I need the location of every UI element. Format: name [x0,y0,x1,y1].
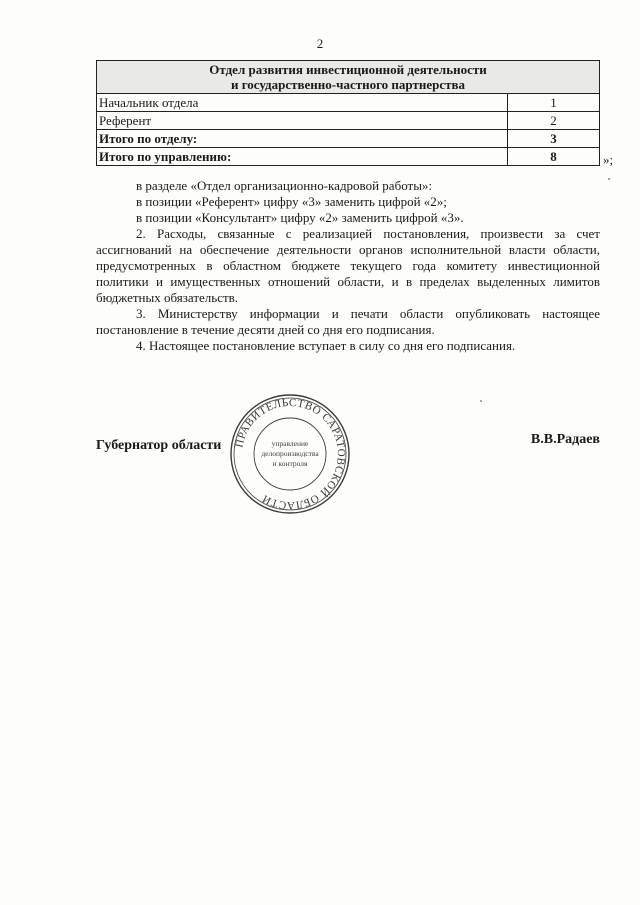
department-header-row [97,61,600,94]
official-seal-stamp [228,392,352,516]
total-directorate-value: 8 [508,148,600,166]
table-row [97,94,600,112]
closing-quote-mark: »; [603,152,614,167]
table-row [97,112,600,130]
scan-speck [608,178,610,180]
total-department-row [97,130,600,148]
document-body [96,178,600,354]
total-directorate-label: Итого по управлению: [97,148,508,166]
seal-center-line1: управление [271,439,309,448]
paragraph: 2. Расходы, связанные с реализацией постановления, произвести за счет ассигнований на обеспечение деятельности органов исполнительной власти области, предусмотренных в областном бюджете текущего года комитету инвестиционной политики и имущественных отношений области, и в пределах выделенных лимитов бюджетных обязательств. [96,226,600,305]
department-title-line1: Отдел развития инвестиционной деятельности [209,62,487,77]
signatory-name: В.В.Радаев [530,432,600,447]
total-department-label: Итого по отделу: [97,130,508,148]
count-cell: 2 [508,112,600,130]
paragraph: в позиции «Консультант» цифру «2» заменить цифрой «3». [136,210,464,225]
seal-icon [228,392,352,516]
seal-center-line3: и контроля [272,459,308,468]
page-number: 2 [316,36,324,51]
seal-center-line2: делопроизводства [261,449,319,458]
position-cell: Начальник отдела [97,94,508,112]
total-directorate-row [97,148,600,166]
paragraph: 4. Настоящее постановление вступает в силу со дня его подписания. [136,338,516,353]
paragraph: 3. Министерству информации и печати области опубликовать настоящее постановление в течение десяти дней со дня его подписания. [96,306,600,337]
signatory-title: Губернатор области [96,438,222,453]
department-title-line2: и государственно-частного партнерства [230,77,466,92]
total-department-value: 3 [508,130,600,148]
seal-ring-text: ПРАВИТЕЛЬСТВО САРАТОВСКОЙ ОБЛАСТИ [233,396,348,512]
paragraph: в разделе «Отдел организационно-кадровой работы»: [136,178,433,193]
paragraph: в позиции «Референт» цифру «3» заменить цифрой «2»; [136,194,447,209]
staffing-table [96,60,600,166]
department-title [97,61,600,94]
position-cell: Референт [97,112,508,130]
count-cell: 1 [508,94,600,112]
scan-speck [480,400,482,402]
